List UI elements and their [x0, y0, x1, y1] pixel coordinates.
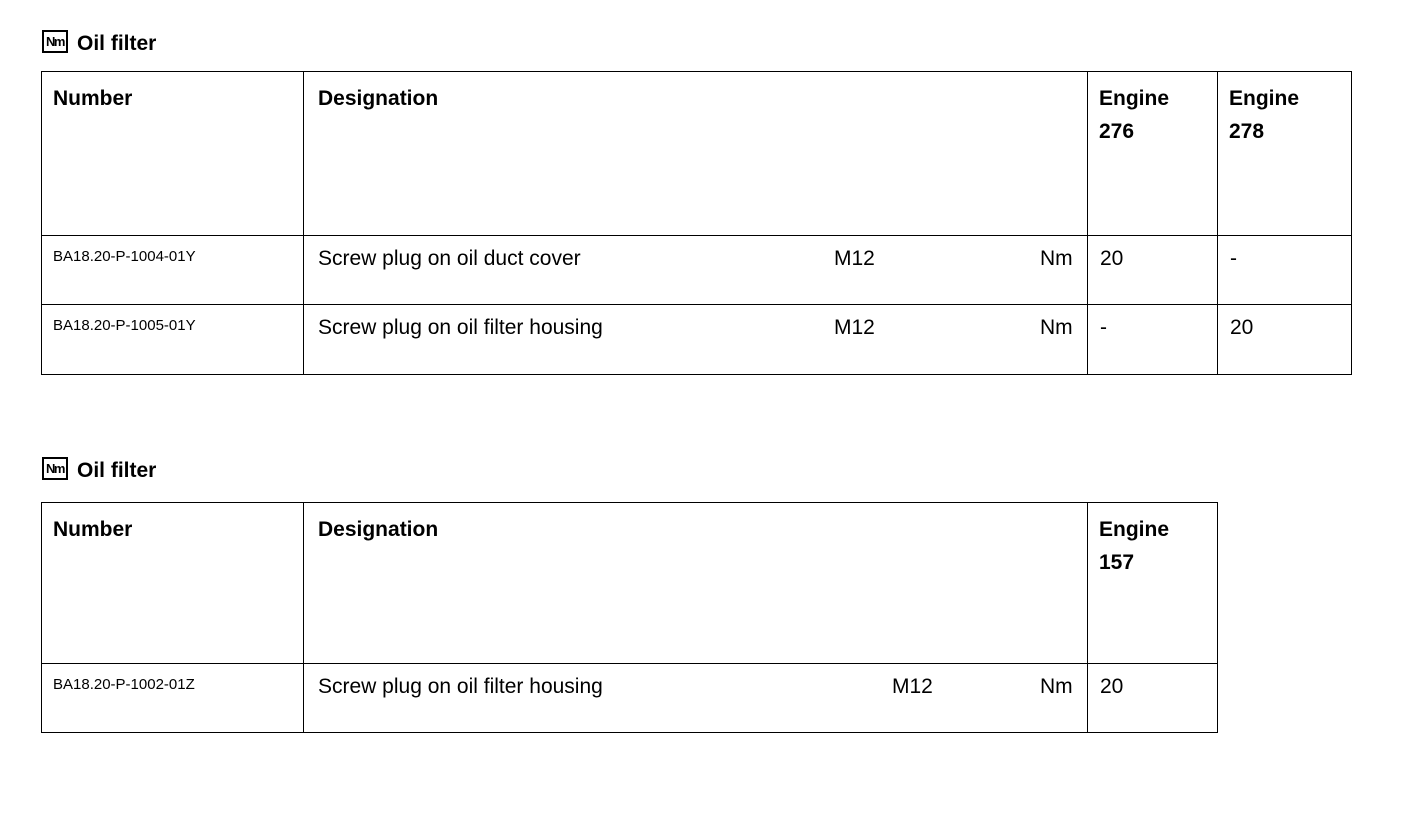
torque-nm-icon: Nm [42, 30, 68, 53]
row-unit: Nm [1040, 316, 1073, 339]
row-engine-157-value: 20 [1088, 664, 1218, 733]
row-number: BA18.20-P-1005-01Y [42, 305, 304, 375]
header-engine-276: Engine 276 [1088, 72, 1218, 236]
row-engine-278-value: 20 [1218, 305, 1352, 375]
table-header-row [42, 503, 1218, 664]
row-number: BA18.20-P-1004-01Y [42, 236, 304, 305]
header-designation: Designation [304, 503, 1088, 664]
row-designation-cell [304, 664, 1088, 733]
row-thread-size: M12 [892, 675, 933, 698]
row-designation: Screw plug on oil duct cover [318, 247, 581, 270]
row-designation-cell [304, 305, 1088, 375]
section2-torque-table [41, 502, 1218, 733]
row-designation: Screw plug on oil filter housing [318, 675, 603, 698]
row-number: BA18.20-P-1002-01Z [42, 664, 304, 733]
section2-heading [42, 453, 156, 483]
table-row [42, 305, 1352, 375]
header-number: Number [42, 72, 304, 236]
header-engine-157: Engine 157 [1088, 503, 1218, 664]
table-header-row [42, 72, 1352, 236]
row-engine-276-value: 20 [1088, 236, 1218, 305]
section1-torque-table [41, 71, 1352, 375]
header-number: Number [42, 503, 304, 664]
torque-nm-icon: Nm [42, 457, 68, 480]
row-thread-size: M12 [834, 316, 875, 339]
section1-heading [42, 26, 156, 56]
header-designation: Designation [304, 72, 1088, 236]
table-row [42, 236, 1352, 305]
row-unit: Nm [1040, 675, 1073, 698]
row-designation: Screw plug on oil filter housing [318, 316, 603, 339]
section2-title: Oil filter [77, 459, 157, 482]
row-designation-cell [304, 236, 1088, 305]
table-row [42, 664, 1218, 733]
row-thread-size: M12 [834, 247, 875, 270]
header-engine-278: Engine 278 [1218, 72, 1352, 236]
row-engine-278-value: - [1218, 236, 1352, 305]
row-engine-276-value: - [1088, 305, 1218, 375]
section1-title: Oil filter [77, 32, 157, 55]
row-unit: Nm [1040, 247, 1073, 270]
